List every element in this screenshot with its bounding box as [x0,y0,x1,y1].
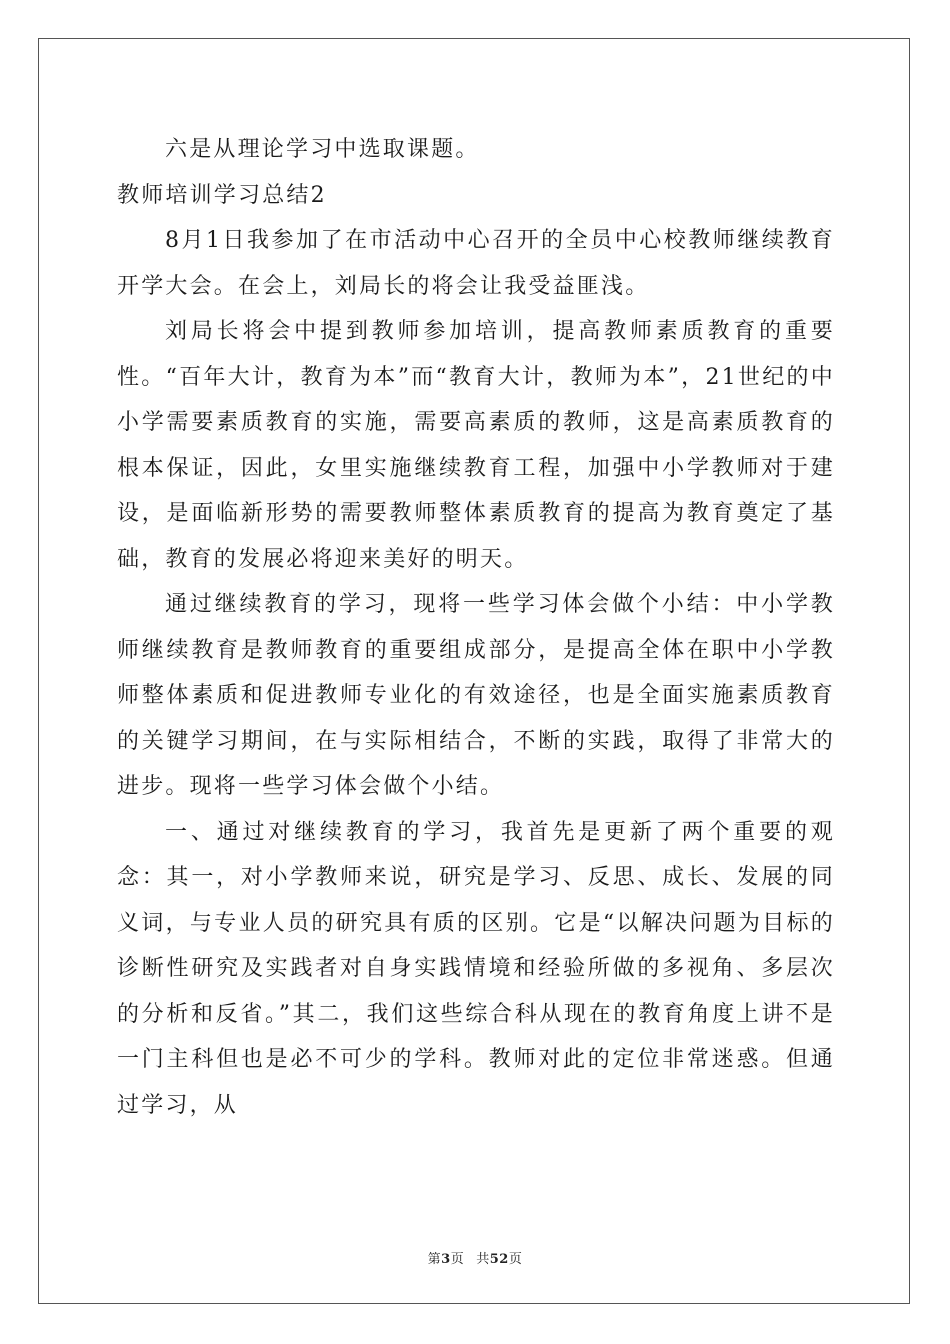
paragraph-1: 六是从理论学习中选取课题。 [165,137,480,162]
paragraph-4: 通过继续教育的学习，现将一些学习体会做个小结：中小学教师继续教育是教师教育的重要组成部分，是提高全体在职中小学教师整体素质和促进教师专业化的有效途径，也是全面实施素质教育的关键学习期间，在与实际相结合，不断的实践，取得了非常大的进步。现将一些学习体会做个小结。 [117,592,835,799]
footer-total-suffix: 页 [508,1252,523,1267]
section-heading: 教师培训学习总结2 [117,182,327,208]
document-body [117,127,835,1128]
paragraph-5: 一、通过对继续教育的学习，我首先是更新了两个重要的观念：其一，对小学教师来说，研究是学习、反思、成长、发展的同义词，与专业人员的研究具有质的区别。它是“以解决问题为目标的诊断性研究及实践者对自身实践情境和经验所做的多视角、多层次的分析和反省。”其二，我们这些综合科从现在的教育角度上讲不是一门主科但也是必不可少的学科。教师对此的定位非常迷惑。但通过学习，从 [117,819,835,1118]
footer-page-suffix: 页 [450,1252,465,1267]
page-footer [0,1248,950,1267]
footer-total-prefix: 共 [476,1252,490,1267]
paragraph-3: 刘局长将会中提到教师参加培训，提高教师素质教育的重要性。“百年大计，教育为本”而“教育大计，教师为本”，21世纪的中小学需要素质教育的实施，需要高素质的教师，这是高素质教育的根本保证，因此，女里实施继续教育工程，加强中小学教师对于建设，是面临新形势的需要教师整体素质教育的提高为教育奠定了基础，教育的发展必将迎来美好的明天。 [117,319,835,572]
paragraph-2: 8月1日我参加了在市活动中心召开的全员中心校教师继续教育开学大会。在会上，刘局长的将会让我受益匪浅。 [117,228,835,299]
current-page-number: 3 [441,1252,451,1267]
total-pages-number: 52 [489,1252,509,1267]
footer-prefix: 第 [427,1252,442,1267]
